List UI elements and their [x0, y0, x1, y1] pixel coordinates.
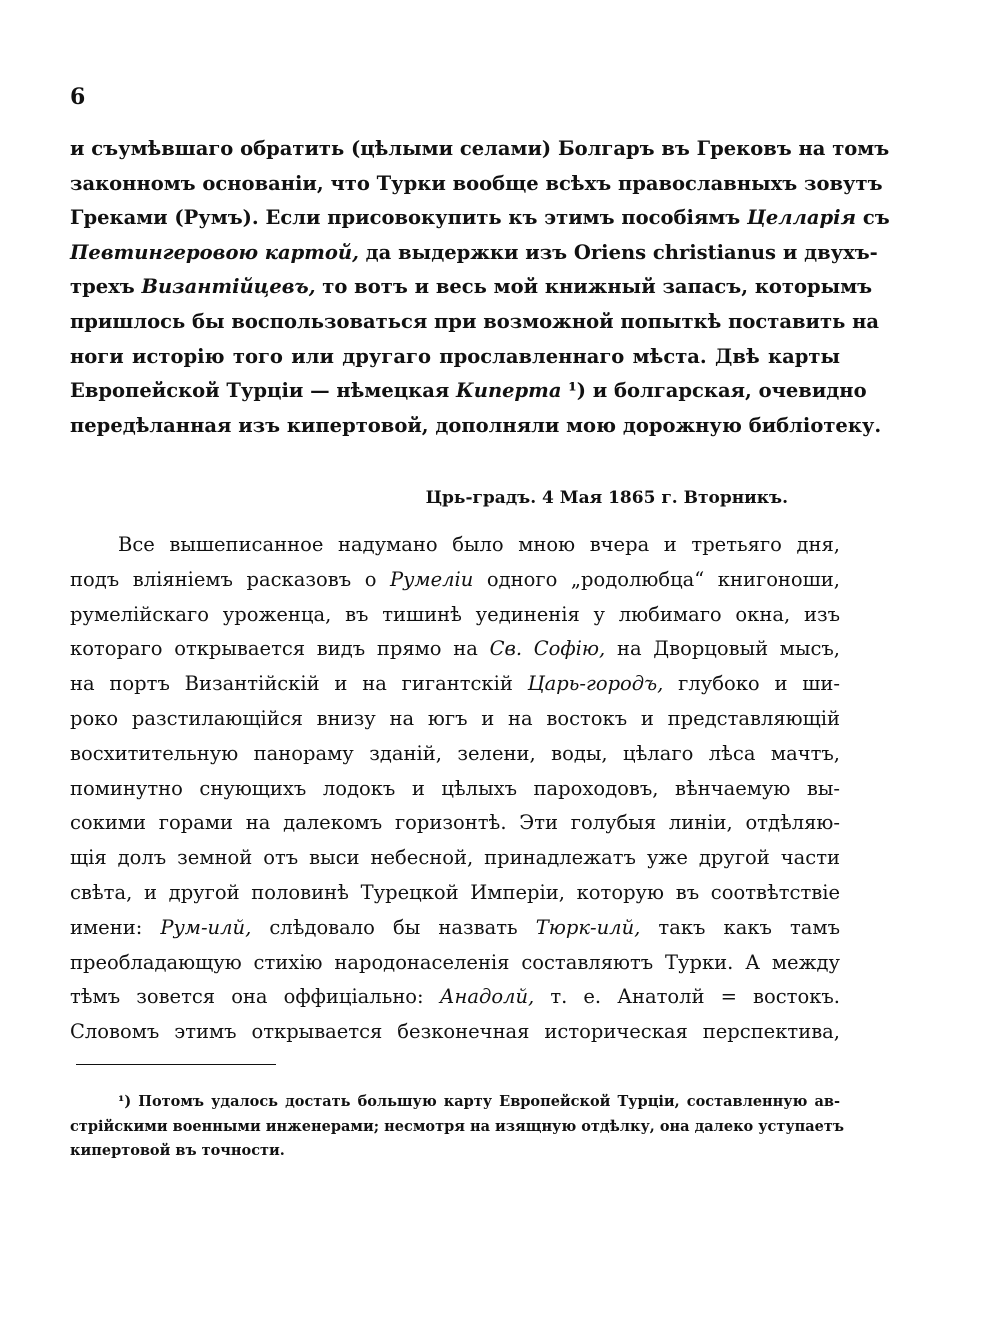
footnote-divider	[76, 1064, 276, 1065]
paragraph-line: ноги исторію того или другаго прославленнаго мѣста. Двѣ карты	[70, 344, 840, 368]
footnote	[70, 1090, 844, 1164]
italic-segment: Св. Софію,	[489, 637, 606, 661]
paragraph-line: Словомъ этимъ открывается безконечная историческая перспектива,	[70, 1020, 840, 1044]
paragraph-line: и съумѣвшаго обратить (цѣлыми селами) Болгаръ въ Грековъ на томъ	[70, 137, 890, 160]
paragraph-line: Певтингеровою картой, да выдержки изъ Oriens christianus и двухъ-	[70, 240, 878, 264]
paragraph-line: восхитительную панораму зданій, зелени, воды, цѣлаго лѣса мачтъ,	[70, 741, 840, 765]
italic-segment: Целларія	[747, 206, 857, 230]
paragraph-line: передѣланная изъ кипертовой, дополняли мою дорожную библіотеку.	[70, 413, 882, 437]
dateline: Црь-градъ. 4 Мая 1865 г. Вторникъ.	[425, 488, 788, 508]
paragraph-line: свѣта, и другой половинѣ Турецкой Имперіи, которую въ соотвѣтствіе	[70, 880, 840, 904]
paragraph-line: на портъ Византійскій и на гигантскій Царь-городъ, глубоко и ши-	[70, 672, 840, 696]
paragraph-line: Европейской Турціи — нѣмецкая Киперта ¹) и болгарская, очевидно	[70, 379, 867, 403]
paragraph-line: Греками (Румъ). Если присовокупить къ этимъ пособіямъ Целларія съ	[70, 206, 890, 230]
footnote-line: кипертовой въ точности.	[70, 1142, 285, 1159]
paragraph-line: преобладающую стихію народонаселенія составляютъ Турки. А между	[70, 950, 840, 974]
italic-segment: Анадолй,	[439, 985, 535, 1009]
paragraph-line: роко разстилающійся внизу на югъ и на востокъ и представляющій	[70, 706, 840, 730]
page-number: 6	[70, 84, 86, 110]
italic-segment: Певтингеровою картой,	[70, 240, 359, 264]
paragraph-line: тѣмъ зовется она оффиціально: Анадолй, т. е. Анатолй = востокъ.	[70, 985, 840, 1009]
footnote-line: стрійскими военными инженерами; несмотря на изящную отдѣлку, она далеко уступаетъ	[70, 1117, 844, 1135]
paragraph-line: имени: Рум-илй, слѣдовало бы назвать Тюрк-илй, такъ какъ тамъ	[70, 915, 840, 939]
italic-segment: Киперта	[456, 379, 562, 403]
paragraph-2	[70, 528, 840, 1050]
paragraph-line: Все вышеписанное надумано было мною вчера и третьяго дня,	[118, 533, 840, 556]
paragraph-line: румелійскаго уроженца, въ тишинѣ уединенія у любимаго окна, изъ	[70, 602, 840, 626]
paragraph-line: законномъ основаніи, что Турки вообще всѣхъ православныхъ зовутъ	[70, 171, 883, 195]
paragraph-line: подъ вліяніемъ расказовъ о Румеліи одного „родолюбца“ книгоноши,	[70, 567, 840, 591]
italic-segment: Тюрк-илй,	[535, 915, 641, 939]
paragraph-line: трехъ Византійцевъ, то вотъ и весь мой книжный запасъ, которымъ	[70, 275, 873, 299]
paragraph-line: котораго открывается видъ прямо на Св. Софію, на Дворцовый мысъ,	[70, 637, 840, 661]
italic-segment: Румеліи	[390, 567, 474, 591]
italic-segment: Византійцевъ,	[141, 275, 316, 299]
paragraph-line: пришлось бы воспользоваться при возможной попыткѣ поставить на	[70, 309, 880, 333]
italic-segment: Рум-илй,	[160, 915, 252, 939]
paragraph-1	[70, 132, 890, 443]
footnote-line: ¹) Потомъ удалось достать большую карту Европейской Турціи, составленную ав-	[118, 1093, 840, 1110]
paragraph-line: поминутно снующихъ лодокъ и цѣлыхъ пароходовъ, вѣнчаемую вы-	[70, 776, 840, 800]
italic-segment: Царь-городъ,	[527, 672, 664, 696]
paragraph-line: сокими горами на далекомъ горизонтѣ. Эти голубыя линіи, отдѣляю-	[70, 811, 840, 835]
paragraph-line: щія долъ земной отъ выси небесной, принадлежатъ уже другой части	[70, 846, 840, 870]
